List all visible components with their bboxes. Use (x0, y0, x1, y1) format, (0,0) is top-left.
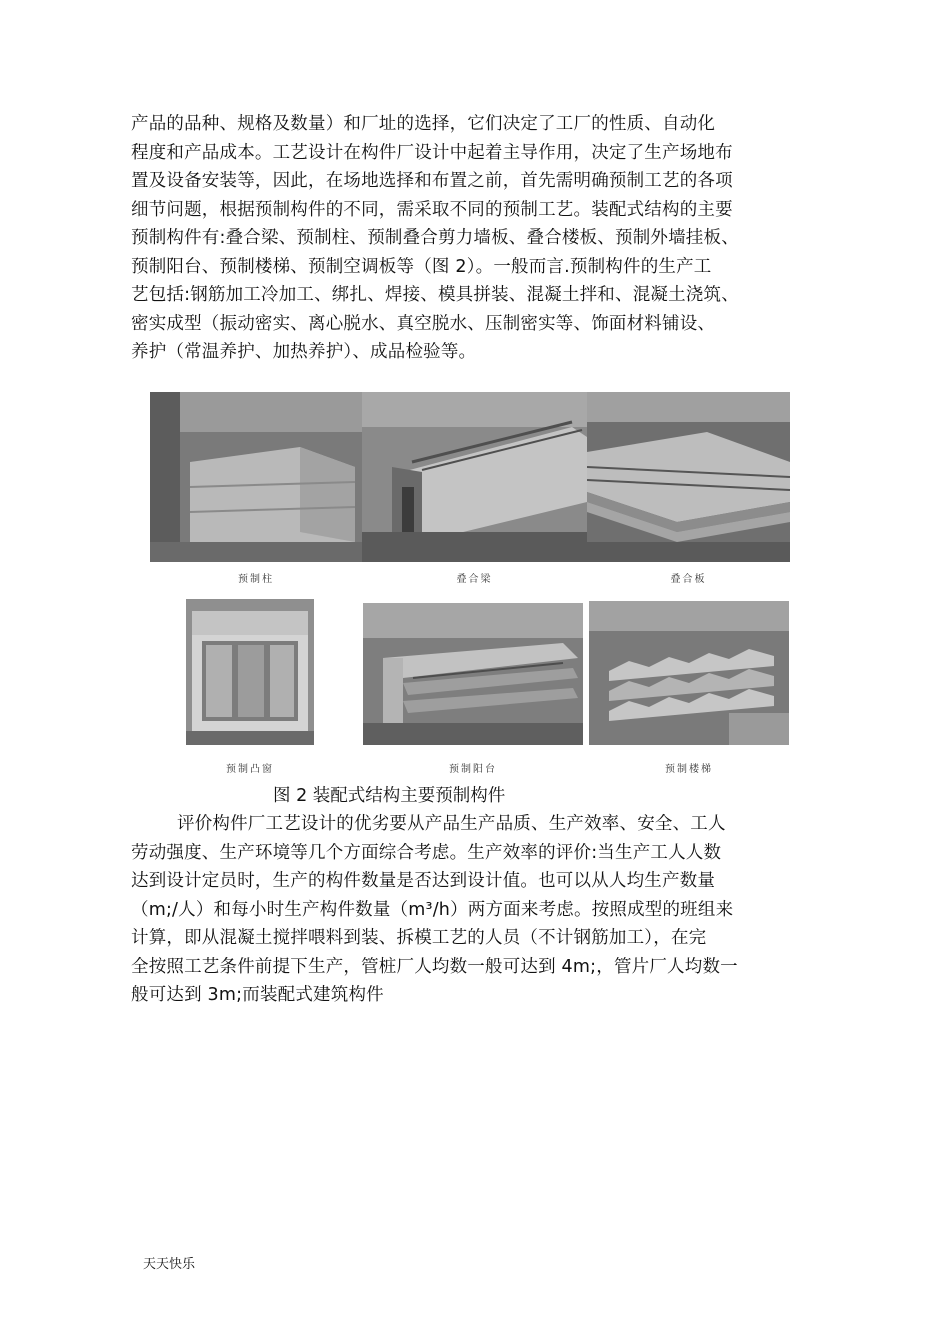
photo-label: 预制楼梯 (665, 764, 713, 775)
text-line: 劳动强度、生产环境等几个方面综合考虑。生产效率的评价:当生产工人人数 (131, 842, 722, 863)
text-line: 细节问题，根据预制构件的不同，需采取不同的预制工艺。装配式结构的主要 (131, 199, 733, 220)
photo-precast-column (150, 392, 362, 562)
photo-composite-slab (587, 392, 790, 562)
photo-label: 叠合板 (670, 574, 707, 585)
text-line: 艺包括:钢筋加工冷加工、绑扎、焊接、模具拼装、混凝土拌和、混凝土浇筑、 (131, 285, 739, 305)
text-line: 计算，即从混凝土搅拌喂料到装、拆模工艺的人员（不计钢筋加工），在完 (131, 928, 707, 948)
text-line: 评价构件厂工艺设计的优劣要从产品生产品质、生产效率、安全、工人 (177, 814, 726, 834)
text-line: 全按照工艺条件前提下生产，管桩厂人均数一般可达到 4m;，管片厂人均数一 (131, 956, 738, 977)
text-line: 般可达到 3m;而装配式建筑构件 (131, 985, 384, 1005)
photo-precast-bay-window (186, 599, 314, 745)
photo-precast-balcony (363, 603, 583, 745)
photo-precast-stairs (589, 601, 789, 745)
figure-caption: 图 2 装配式结构主要预制构件 (273, 786, 506, 806)
text-line: 预制阳台、预制楼梯、预制空调板等（图 2）。一般而言.预制构件的生产工 (131, 256, 712, 277)
photo-label: 预制凸窗 (226, 764, 274, 775)
footer-text: 天天快乐 (143, 1257, 196, 1272)
text-line: 置及设备安装等，因此，在场地选择和布置之前，首先需明确预制工艺的各项 (131, 171, 733, 191)
text-line: 预制构件有:叠合梁、预制柱、预制叠合剪力墙板、叠合楼板、预制外墙挂板、 (131, 228, 739, 248)
text-line: 产品的品种、规格及数量）和厂址的选择，它们决定了工厂的性质、自动化 (131, 114, 716, 134)
text-line: 程度和产品成本。工艺设计在构件厂设计中起着主导作用，决定了生产场地布 (131, 142, 733, 163)
photo-composite-beam (362, 392, 587, 562)
figure-precast-components (150, 392, 800, 782)
paragraph-evaluation (131, 810, 831, 1010)
text-line: （m;/人）和每小时生产构件数量（m³/h）两方面来考虑。按照成型的班组来 (131, 899, 734, 920)
text-line: 达到设计定员时，生产的构件数量是否达到设计值。也可以从人均生产数量 (131, 871, 716, 891)
photo-label: 预制柱 (238, 574, 274, 585)
photo-label: 预制阳台 (449, 764, 497, 775)
text-line: 密实成型（振动密实、离心脱水、真空脱水、压制密实等、饰面材料铺设、 (131, 313, 716, 334)
text-line: 养护（常温养护、加热养护）、成品检验等。 (131, 342, 477, 362)
photo-label: 叠合梁 (456, 574, 493, 585)
paragraph-process-design (131, 110, 831, 367)
